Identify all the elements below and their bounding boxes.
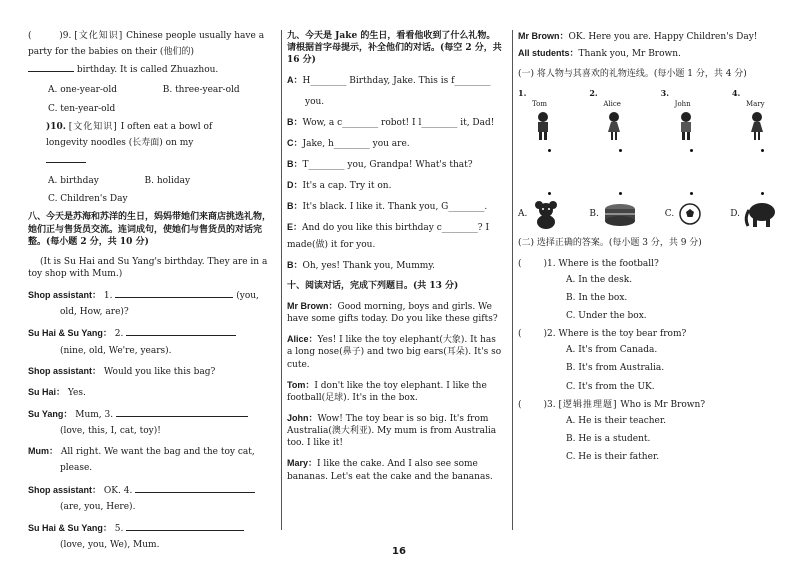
kid-alice: 2. Alice <box>589 88 637 145</box>
dialog-line: Shop assistant： OK. 4. <box>28 483 273 497</box>
question-10: )10. [文化知识] I often eat a bowl of <box>46 121 213 132</box>
jake-dialog <box>287 74 503 271</box>
question-9: ( )9. [文化知识] Chinese people usually have a <box>28 31 265 41</box>
kid-mary: 4. Mary <box>732 88 780 145</box>
dialog-line: A：H________ Birthday, Jake. This is f________ <box>287 75 491 87</box>
reading-line: Tom：I don't like the toy elephant. I like the football(足球). It's in the box. <box>287 379 487 403</box>
answer-blank-4[interactable] <box>135 483 255 493</box>
match-dot[interactable] <box>619 192 622 195</box>
match-dot[interactable] <box>619 149 622 152</box>
mc-question-1: ( )1. Where is the football? A. In the desk. B. In the box. C. Under the box. <box>518 258 659 322</box>
match-dots-top <box>518 149 780 152</box>
dialog-line: Su Hai： Yes. <box>28 386 86 398</box>
mc-question-3: ( )3. [逻辑推理题] Who is Mr Brown? A. He is their teacher. B. He is a student. C. He is their father. <box>518 399 706 463</box>
match-dot[interactable] <box>548 149 551 152</box>
match-dot[interactable] <box>761 149 764 152</box>
reading-line: Alice：Yes! I like the toy elephant(大象). It has a long nose(鼻子) and two big ears(耳朵). It's so cute. <box>287 334 502 370</box>
dialog-line: B：T________ you, Grandpa! What's that? <box>287 158 473 170</box>
answer-blank-1[interactable] <box>115 288 233 298</box>
answer-blank-3[interactable] <box>116 407 248 417</box>
answer-blank-2[interactable] <box>126 326 236 336</box>
blank-9[interactable] <box>28 62 74 72</box>
football-icon <box>678 202 702 226</box>
option-row: A. one-year-old B. three-year-old <box>48 85 240 96</box>
dialog-line: D：It's a cap. Try it on. <box>287 180 392 192</box>
match-dot[interactable] <box>761 192 764 195</box>
page-number: 16 <box>392 546 406 557</box>
section-9-title: 九、今天是 Jake 的生日，看看他收到了什么礼物。请根据首字母提示，补全他们的对话。(每空 2 分，共 16 分) <box>287 31 502 66</box>
match-dot[interactable] <box>690 149 693 152</box>
column-divider-2 <box>512 30 513 530</box>
dialog-line: B：It's black. I like it. Thank you, G________. <box>287 201 488 213</box>
match-dots-bottom <box>518 192 780 195</box>
reading-line: John：Wow! The toy bear is so big. It's from Australia(澳大利亚). My mum is from Australia too. I like it! <box>287 412 497 449</box>
gift-d: D. <box>730 200 780 228</box>
match-dot[interactable] <box>548 192 551 195</box>
gifts-row <box>518 199 780 229</box>
reading-line: Mr Brown：Good morning, boys and girls. We have some gifts today. Do you like these gifts? <box>287 300 498 325</box>
match-dot[interactable] <box>690 192 693 195</box>
column-left: ( )9. [文化知识] Chinese people usually have a party for the babies on their (他们的) birthday. It is called Zhuazhou. A. one-year-old B. three-year-old C. ten-year-old )10. [文化知识] I often eat a bowl of longevity noodles (长寿面) on my A. birthday B. holiday C. Children's Day 八、今天是苏海和苏洋的生日，妈妈带她们来商店挑选礼物，她们正与售货员交流。连词成句，使她们与售货员的对话完整。(每小题 2 分，共 10 分) (It is Su Hai and Su Yang's birthday. They are in a toy shop with Mum.) Shop assistant： 1. (you, old, How, are)? Su Hai & Su Yang： 2. (nine, old, We're, years). Shop assistant： Would you like this bag? Su Hai： Yes. Su Yang： Mum, 3. (love, this, I, cat, toy)! Mum： All right. We want the bag and the toy cat, please. Shop assistant： OK. 4. (are, you, Here). Su Hai & Su Yang： 5. (love, you, We), Mum. <box>28 31 272 550</box>
dialog-line: Shop assistant： Would you like this bag? <box>28 365 216 377</box>
dialog-line: Su Hai & Su Yang： 5. <box>28 521 273 535</box>
blank-10[interactable] <box>46 153 86 163</box>
teddy-bear-icon <box>531 199 561 229</box>
column-middle <box>287 30 503 491</box>
dialog-line: All students：Thank you, Mr Brown. <box>518 48 681 60</box>
section-8-intro: (It is Su Hai and Su Yang's birthday. They are in a toy shop with Mum.) <box>28 256 268 279</box>
dialog-line: Shop assistant： 1. (you, <box>28 290 259 302</box>
reading-passage <box>287 300 503 483</box>
dialog-line: you. <box>305 96 325 107</box>
elephant-icon <box>744 200 780 228</box>
mc-question-2: ( )2. Where is the toy bear from? A. It's from Canada. B. It's from Australia. C. It's from the UK. <box>518 329 687 392</box>
dialog-list: Shop assistant： 1. (you, old, How, are)? Su Hai & Su Yang： 2. (nine, old, We're, years). Shop assistant： Would you like this bag? Su Hai： Yes. Su Yang： Mum, 3. (love, this, I, cat, toy)! Mum： All right. We want the bag and the toy cat, please. Shop assistant： OK. 4. (are, you, Here). Su Hai & Su Yang： 5. (love, you, We), Mum. <box>28 288 273 551</box>
dialog-line: Su Yang： Mum, 3. <box>28 407 273 421</box>
kid-john: 3. John <box>661 88 709 145</box>
kids-row <box>518 88 780 145</box>
girl-icon <box>601 110 627 142</box>
boy-icon <box>530 110 556 142</box>
gift-c: C. <box>665 202 702 226</box>
section-8-title: 八、今天是苏海和苏洋的生日，妈妈带她们来商店挑选礼物，她们正与售货员交流。连词成句，使她们与售货员的对话完整。(每小题 2 分，共 10 分) <box>28 212 272 247</box>
reading-line: Mary：I like the cake. And I also see some bananas. Let's eat the cake and the bananas. <box>287 458 493 482</box>
cake-icon <box>603 201 637 227</box>
dialog-line: Mum： All right. We want the bag and the toy cat, <box>28 446 255 458</box>
dialog-line: E：And do you like this birthday c________? I <box>287 222 490 234</box>
dialog-line: made(做) it for you. <box>287 239 376 250</box>
section-10-title: 十、阅读对话，完成下列题目。(共 13 分) <box>287 280 459 291</box>
dialog-line: B：Oh, yes! Thank you, Mummy. <box>287 259 436 271</box>
dialog-line: Mr Brown：OK. Here you are. Happy Children's Day! <box>518 31 758 42</box>
boy-icon <box>673 110 699 142</box>
girl-icon <box>744 110 770 142</box>
column-right <box>518 30 780 469</box>
answer-blank-5[interactable] <box>126 521 244 531</box>
kid-tom: 1. Tom <box>518 88 566 145</box>
column-divider-1 <box>281 30 282 530</box>
gift-a: A. <box>518 199 561 229</box>
part-2-title: (二) 选择正确的答案。(每小题 3 分，共 9 分) <box>518 238 702 249</box>
dialog-line: B：Wow, a c________ robot! I l________ it, Dad! <box>287 116 495 128</box>
part-1-title: (一) 将人物与其喜欢的礼物连线。(每小题 1 分，共 4 分) <box>518 69 747 80</box>
dialog-line: C：Jake, h________ you are. <box>287 137 410 149</box>
dialog-line: Su Hai & Su Yang： 2. <box>28 326 273 340</box>
gift-b: B. <box>589 201 636 227</box>
